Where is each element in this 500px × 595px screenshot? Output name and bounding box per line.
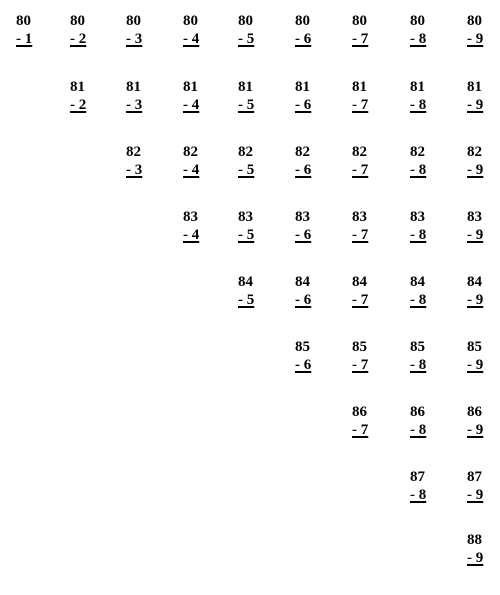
subtraction-problem — [352, 208, 382, 244]
minuend: 82 — [183, 144, 198, 160]
subtrahend: - 9 — [467, 162, 484, 178]
minuend: 85 — [410, 339, 425, 355]
subtraction-problem — [126, 78, 156, 114]
subtrahend: - 7 — [352, 357, 369, 373]
subtrahend: - 9 — [467, 97, 484, 113]
minuend: 84 — [295, 274, 310, 290]
subtrahend: - 2 — [70, 31, 87, 47]
subtrahend: - 7 — [352, 292, 369, 308]
minuend: 84 — [410, 274, 425, 290]
minuend: 80 — [183, 13, 198, 29]
subtrahend: - 4 — [183, 162, 200, 178]
minuend: 81 — [295, 79, 310, 95]
subtraction-problem — [183, 78, 213, 114]
subtraction-problem — [352, 338, 382, 374]
subtraction-problem — [410, 468, 440, 504]
minuend: 86 — [352, 404, 367, 420]
subtrahend: - 9 — [467, 292, 484, 308]
minuend: 84 — [238, 274, 253, 290]
subtrahend: - 9 — [467, 31, 484, 47]
minuend: 80 — [295, 13, 310, 29]
subtrahend: - 6 — [295, 31, 312, 47]
subtrahend: - 3 — [126, 31, 143, 47]
subtrahend: - 6 — [295, 162, 312, 178]
minuend: 82 — [238, 144, 253, 160]
subtraction-problem — [295, 12, 325, 48]
subtraction-problem — [467, 468, 497, 504]
minuend: 81 — [70, 79, 85, 95]
subtraction-problem — [410, 338, 440, 374]
minuend: 83 — [410, 209, 425, 225]
subtraction-problem — [410, 12, 440, 48]
minuend: 80 — [238, 13, 253, 29]
subtrahend: - 8 — [410, 227, 427, 243]
minuend: 80 — [410, 13, 425, 29]
minuend: 81 — [410, 79, 425, 95]
subtrahend: - 8 — [410, 162, 427, 178]
minuend: 82 — [126, 144, 141, 160]
minuend: 86 — [467, 404, 482, 420]
subtraction-problem — [410, 208, 440, 244]
minuend: 82 — [352, 144, 367, 160]
subtraction-problem — [467, 78, 497, 114]
subtraction-problem — [410, 143, 440, 179]
subtrahend: - 8 — [410, 292, 427, 308]
subtrahend: - 8 — [410, 357, 427, 373]
subtraction-problem — [70, 12, 100, 48]
subtraction-problem — [352, 78, 382, 114]
subtraction-problem — [238, 12, 268, 48]
minuend: 82 — [410, 144, 425, 160]
subtrahend: - 5 — [238, 97, 255, 113]
minuend: 81 — [238, 79, 253, 95]
minuend: 80 — [126, 13, 141, 29]
minuend: 87 — [410, 469, 425, 485]
subtraction-problem — [183, 208, 213, 244]
subtraction-problem — [238, 273, 268, 309]
subtrahend: - 1 — [16, 31, 33, 47]
subtrahend: - 4 — [183, 227, 200, 243]
subtraction-problem — [352, 273, 382, 309]
subtrahend: - 6 — [295, 292, 312, 308]
minuend: 88 — [467, 532, 482, 548]
minuend: 82 — [467, 144, 482, 160]
subtraction-problem — [183, 12, 213, 48]
subtraction-problem — [352, 143, 382, 179]
subtrahend: - 7 — [352, 227, 369, 243]
subtraction-problem — [238, 78, 268, 114]
subtrahend: - 9 — [467, 227, 484, 243]
subtrahend: - 8 — [410, 97, 427, 113]
subtrahend: - 5 — [238, 162, 255, 178]
subtraction-problem — [467, 338, 497, 374]
subtraction-problem — [295, 143, 325, 179]
subtrahend: - 7 — [352, 422, 369, 438]
minuend: 85 — [295, 339, 310, 355]
minuend: 83 — [467, 209, 482, 225]
subtrahend: - 9 — [467, 357, 484, 373]
subtrahend: - 5 — [238, 31, 255, 47]
minuend: 83 — [352, 209, 367, 225]
minuend: 83 — [183, 209, 198, 225]
minuend: 81 — [352, 79, 367, 95]
subtraction-problem — [467, 273, 497, 309]
subtrahend: - 6 — [295, 97, 312, 113]
subtraction-problem — [238, 143, 268, 179]
minuend: 86 — [410, 404, 425, 420]
subtraction-problem — [295, 78, 325, 114]
minuend: 84 — [467, 274, 482, 290]
minuend: 87 — [467, 469, 482, 485]
subtraction-problem — [295, 338, 325, 374]
subtraction-problem — [295, 208, 325, 244]
subtrahend: - 8 — [410, 31, 427, 47]
minuend: 83 — [238, 209, 253, 225]
subtraction-problem — [410, 78, 440, 114]
subtraction-problem — [70, 78, 100, 114]
subtrahend: - 7 — [352, 162, 369, 178]
subtrahend: - 2 — [70, 97, 87, 113]
subtraction-problem — [352, 403, 382, 439]
minuend: 81 — [183, 79, 198, 95]
subtrahend: - 5 — [238, 292, 255, 308]
subtraction-problem — [16, 12, 46, 48]
subtrahend: - 8 — [410, 487, 427, 503]
subtraction-problem — [467, 208, 497, 244]
subtraction-problem — [467, 531, 497, 567]
subtrahend: - 4 — [183, 31, 200, 47]
subtraction-problem — [295, 273, 325, 309]
subtraction-problem — [410, 403, 440, 439]
subtraction-problem — [183, 143, 213, 179]
minuend: 81 — [126, 79, 141, 95]
subtrahend: - 7 — [352, 31, 369, 47]
subtrahend: - 8 — [410, 422, 427, 438]
subtrahend: - 3 — [126, 97, 143, 113]
minuend: 81 — [467, 79, 482, 95]
subtraction-problem — [352, 12, 382, 48]
subtraction-problem — [126, 143, 156, 179]
subtrahend: - 6 — [295, 227, 312, 243]
subtraction-problem — [467, 12, 497, 48]
subtraction-problem — [467, 143, 497, 179]
subtrahend: - 7 — [352, 97, 369, 113]
minuend: 82 — [295, 144, 310, 160]
minuend: 83 — [295, 209, 310, 225]
minuend: 85 — [467, 339, 482, 355]
subtrahend: - 5 — [238, 227, 255, 243]
subtrahend: - 4 — [183, 97, 200, 113]
subtrahend: - 9 — [467, 422, 484, 438]
minuend: 80 — [352, 13, 367, 29]
subtraction-problem — [126, 12, 156, 48]
subtrahend: - 9 — [467, 487, 484, 503]
minuend: 80 — [16, 13, 31, 29]
minuend: 84 — [352, 274, 367, 290]
minuend: 85 — [352, 339, 367, 355]
minuend: 80 — [467, 13, 482, 29]
subtraction-problem — [410, 273, 440, 309]
subtrahend: - 9 — [467, 550, 484, 566]
subtrahend: - 3 — [126, 162, 143, 178]
minuend: 80 — [70, 13, 85, 29]
subtrahend: - 6 — [295, 357, 312, 373]
subtraction-problem — [467, 403, 497, 439]
subtraction-problem — [238, 208, 268, 244]
